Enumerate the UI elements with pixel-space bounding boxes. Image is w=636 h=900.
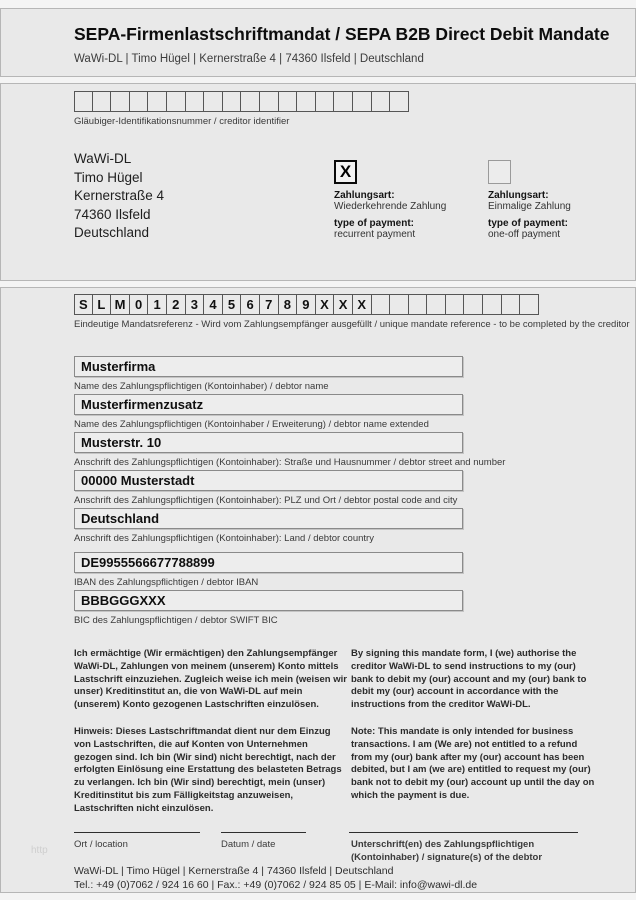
char-box[interactable]	[334, 91, 353, 112]
debtor-signature-line[interactable]	[349, 832, 578, 833]
page-title: SEPA-Firmenlastschriftmandat / SEPA B2B Direct Debit Mandate	[74, 24, 610, 44]
footer-address-line: WaWi-DL | Timo Hügel | Kernerstraße 4 | 74360 Ilsfeld | Deutschland	[74, 865, 394, 877]
creditor-identifier-boxes	[74, 91, 409, 112]
char-box[interactable]	[111, 91, 130, 112]
debtor-bic-field[interactable]: BBBGGGXXX	[74, 590, 463, 611]
debtor-iban-label: IBAN des Zahlungspflichtigen / debtor IBAN	[74, 577, 259, 588]
debtor-street-label: Anschrift des Zahlungspflichtigen (Kontoinhaber): Straße und Hausnummer / debtor street and number	[74, 457, 506, 468]
char-box[interactable]	[316, 91, 335, 112]
payment-type-de-title: Zahlungsart:	[488, 190, 549, 201]
char-box[interactable]	[390, 294, 409, 315]
legal-note-de: Hinweis: Dieses Lastschriftmandat dient nur dem Einzug von Lastschriften, die auf Konten von Unternehmen gezogen sind. Ich bin (Wir sind) nicht berechtigt, nach der erfolgten Einlösung eine Erstattung des belasteten Betrags zu verlangen. Ich bin (Wir sind) berechtigt, mein (unser) Kreditinstitut bis zum Fälligkeitstag anzuweisen, Lastschriften nicht einzulösen.	[74, 726, 342, 814]
payment-type-de-title: Zahlungsart:	[334, 190, 395, 201]
debtor-name-field[interactable]: Musterfirma	[74, 356, 463, 377]
legal-authorisation-de: Ich ermächtige (Wir ermächtigen) den Zahlungsempfänger WaWi-DL, Zahlungen von meinem (unserem) Konto mittels Lastschrift einzuziehen. Zugleich weise ich mein (weisen wir unser) Kreditinstitut an, die von WaWi-DL auf mein (unserem) Konto gezogenen Lastschriften einzulösen.	[74, 648, 347, 711]
char-box[interactable]: 6	[241, 294, 260, 315]
char-box[interactable]: X	[316, 294, 335, 315]
debtor-country-field[interactable]: Deutschland	[74, 508, 463, 529]
recurrent-payment-checkbox[interactable]: X	[334, 160, 357, 184]
char-box[interactable]	[260, 91, 279, 112]
char-box[interactable]: 2	[167, 294, 186, 315]
creditor-address-line: Deutschland	[74, 225, 150, 240]
char-box[interactable]	[446, 294, 465, 315]
date-signature-line[interactable]	[221, 832, 306, 833]
location-label: Ort / location	[74, 839, 128, 850]
char-box[interactable]	[279, 91, 298, 112]
debtor-name-extended-field[interactable]: Musterfirmenzusatz	[74, 394, 463, 415]
footer-contact-line: Tel.: +49 (0)7062 / 924 16 60 | Fax.: +49 (0)7062 / 924 85 05 | E-Mail: info@wawi-dl.de	[74, 879, 478, 891]
mandate-reference-boxes	[74, 294, 539, 315]
char-box[interactable]	[372, 294, 391, 315]
char-box[interactable]: X	[353, 294, 372, 315]
char-box[interactable]: 9	[297, 294, 316, 315]
char-box[interactable]	[167, 91, 186, 112]
signature-label: Unterschrift(en) des Zahlungspflichtigen (Kontoinhaber) / signature(s) of the debtor	[351, 839, 543, 863]
oneoff-payment-checkbox[interactable]	[488, 160, 511, 184]
char-box[interactable]	[93, 91, 112, 112]
creditor-address-line: 74360 Ilsfeld	[74, 206, 151, 222]
char-box[interactable]	[390, 91, 409, 112]
char-box[interactable]	[186, 91, 205, 112]
watermark-text: http	[31, 845, 48, 856]
debtor-name-extended-label: Name des Zahlungspflichtigen (Kontoinhaber / Erweiterung) / debtor name extended	[74, 419, 429, 430]
char-box[interactable]	[353, 91, 372, 112]
header-panel	[0, 8, 636, 77]
char-box[interactable]	[483, 294, 502, 315]
char-box[interactable]: 7	[260, 294, 279, 315]
char-box[interactable]: 5	[223, 294, 242, 315]
char-box[interactable]	[502, 294, 521, 315]
char-box[interactable]	[372, 91, 391, 112]
mandate-reference-label: Eindeutige Mandatsreferenz - Wird vom Zahlungsempfänger ausgefüllt / unique mandate reference - to be completed by the creditor	[74, 319, 630, 330]
payment-type-en-text: recurrent payment	[334, 229, 416, 240]
date-label: Datum / date	[221, 839, 276, 850]
payment-type-en-text: one-off payment	[488, 229, 561, 240]
location-signature-line[interactable]	[74, 832, 200, 833]
char-box[interactable]: S	[74, 294, 93, 315]
payment-type-en-title: type of payment:	[334, 218, 415, 229]
debtor-postal-city-label: Anschrift des Zahlungspflichtigen (Kontoinhaber): PLZ und Ort / debtor postal code and city	[74, 495, 458, 506]
payment-type-en-title: type of payment:	[488, 218, 569, 229]
debtor-bic-label: BIC des Zahlungspflichtigen / debtor SWIFT BIC	[74, 615, 278, 626]
char-box[interactable]	[520, 294, 539, 315]
payment-type-de-text: Einmalige Zahlung	[488, 201, 571, 212]
char-box[interactable]: X	[334, 294, 353, 315]
char-box[interactable]	[297, 91, 316, 112]
payment-type-de-text: Wiederkehrende Zahlung	[334, 201, 447, 212]
char-box[interactable]	[427, 294, 446, 315]
char-box[interactable]	[409, 294, 428, 315]
mandate-panel	[0, 287, 636, 893]
legal-note-en: Note: This mandate is only intended for business transactions. I am (We are) not entitled to a refund from my (our) bank after my (our) account has been debited, but I am (we are) entitled to request my (our) bank not to debit my (our) account up until the day on which the payment is due.	[351, 726, 595, 801]
char-box[interactable]: 1	[148, 294, 167, 315]
char-box[interactable]: 4	[204, 294, 223, 315]
char-box[interactable]: L	[93, 294, 112, 315]
legal-authorisation-en: By signing this mandate form, I (we) authorise the creditor WaWi-DL to send instructions to my (our) bank to debit my (our) account and my (our) bank to debit my (our) account in accordance with the instructions from the creditor WaWi-DL.	[351, 648, 587, 711]
debtor-name-label: Name des Zahlungspflichtigen (Kontoinhaber) / debtor name	[74, 381, 329, 392]
char-box[interactable]	[74, 91, 93, 112]
char-box[interactable]: 3	[186, 294, 205, 315]
char-box[interactable]	[464, 294, 483, 315]
creditor-address-line: WaWi-DL	[74, 151, 132, 166]
char-box[interactable]	[241, 91, 260, 112]
creditor-address-line: Kernerstraße 4	[74, 188, 165, 203]
char-box[interactable]	[223, 91, 242, 112]
debtor-iban-field[interactable]: DE9955566677788899	[74, 552, 463, 573]
creditor-panel	[0, 83, 636, 281]
creditor-address-line: Timo Hügel	[74, 169, 143, 185]
creditor-address-block	[74, 150, 164, 243]
char-box[interactable]	[204, 91, 223, 112]
char-box[interactable]: 8	[279, 294, 298, 315]
char-box[interactable]: M	[111, 294, 130, 315]
creditor-identifier-label: Gläubiger-Identifikationsnummer / creditor identifier	[74, 116, 290, 127]
payment-type-oneoff	[488, 160, 636, 240]
debtor-street-field[interactable]: Musterstr. 10	[74, 432, 463, 453]
payment-type-recurrent	[334, 160, 484, 240]
debtor-postal-city-field[interactable]: 00000 Musterstadt	[74, 470, 463, 491]
debtor-country-label: Anschrift des Zahlungspflichtigen (Kontoinhaber): Land / debtor country	[74, 533, 374, 544]
char-box[interactable]: 0	[130, 294, 149, 315]
char-box[interactable]	[148, 91, 167, 112]
char-box[interactable]	[130, 91, 149, 112]
creditor-contact-line: WaWi-DL | Timo Hügel | Kernerstraße 4 | 74360 Ilsfeld | Deutschland	[74, 53, 424, 65]
